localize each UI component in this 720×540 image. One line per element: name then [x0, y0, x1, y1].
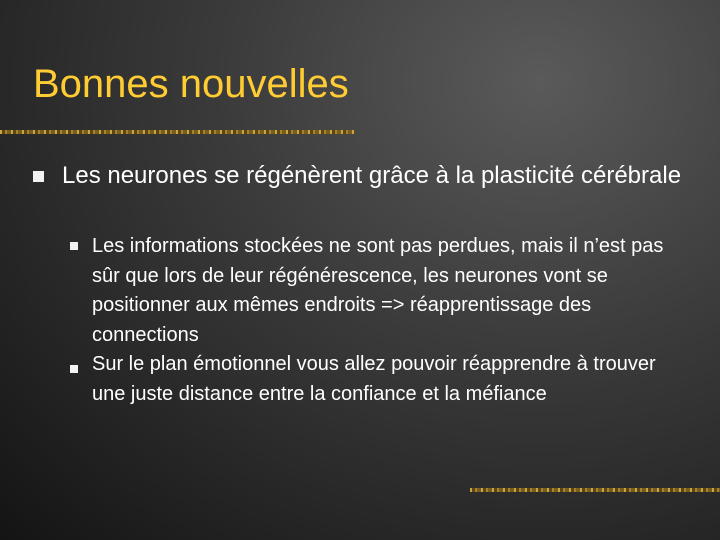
square-bullet-icon: [33, 171, 44, 182]
sub-bullet-text: Les informations stockées ne sont pas perdues, mais il n’est pas sûr que lors de leur régénérescence, les neurones vont se positionner aux mêmes endroits => réapprentissage des connections: [92, 235, 664, 346]
slide-title: Bonnes nouvelles: [33, 62, 349, 106]
sub-bullet-text: Sur le plan émotionnel vous allez pouvoir réapprendre à trouver une juste distance entre la confiance et la méfiance: [92, 353, 656, 405]
bullet-text-level1: Les neurones se régénèrent grâce à la plasticité cérébrale: [62, 162, 682, 189]
square-bullet-icon: [70, 365, 78, 373]
square-bullet-icon: [70, 242, 78, 250]
footer-decorative-rule: [470, 488, 720, 492]
title-underline-rule: [0, 130, 355, 134]
